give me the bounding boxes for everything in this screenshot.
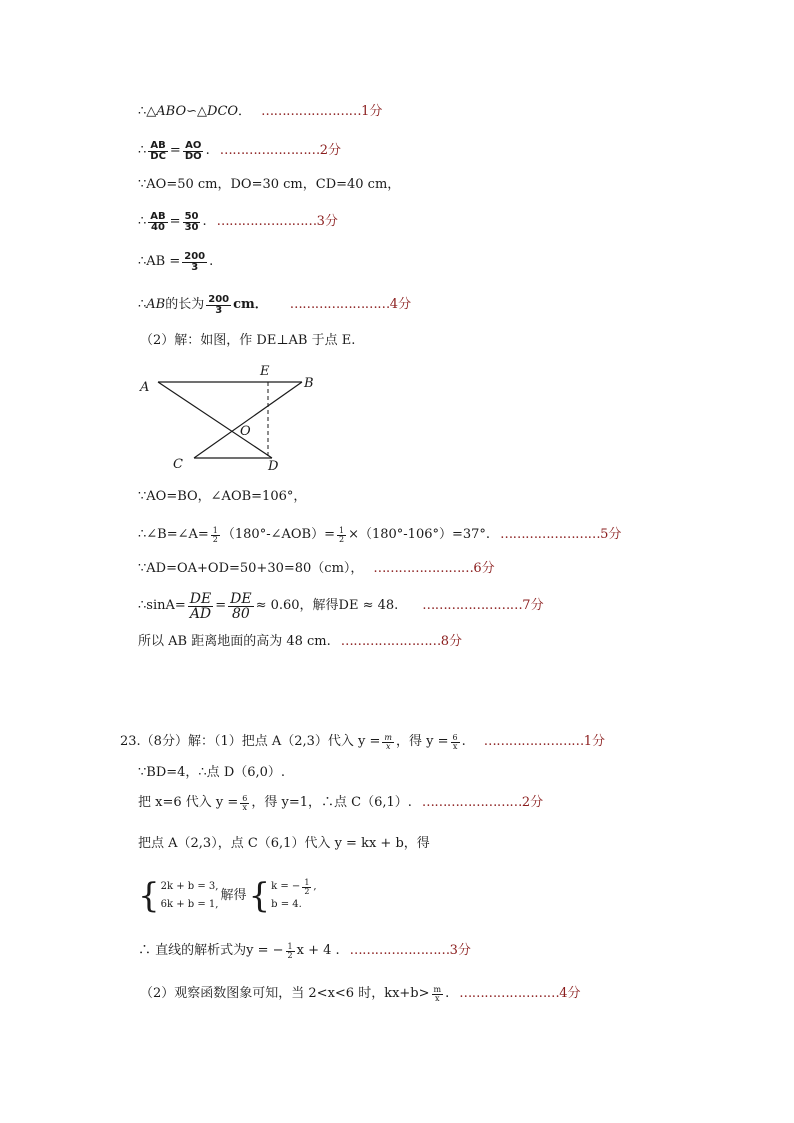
line-ratio: ∴ $\frac{AB}{DC}$ = $\frac{AO}{DO}$ . …………………… 2分 (138, 139, 342, 162)
line-given-lengths: ∵AO=50 cm，DO=30 cm，CD=40 cm， (138, 177, 401, 192)
point-label-e: E (260, 364, 270, 379)
system-left: { 2k + b = 3, 6k + b = 1, (138, 876, 219, 916)
score-mark: 1分 (583, 734, 606, 749)
line-substitute-points: 把点 A（2,3），点 C（6,1）代入 y = kx + b，得 (138, 836, 430, 851)
line-ab-value: ∴AB = $\frac{200}{3}$ . (138, 250, 214, 273)
point-label-c: C (173, 457, 183, 472)
point-label-a: A (140, 380, 150, 395)
line-point-d: ∵BD=4，∴点 D（6,0）. (138, 765, 286, 780)
line-part2-observe: （2）观察函数图象可知，当 2<x<6 时，kx+b> $\frac{m}{x}$ . …………………… 4分 (140, 980, 581, 1008)
segment-bc (194, 382, 302, 458)
line-isosceles: ∵AO=BO，∠AOB=106°， (138, 489, 307, 504)
leader-dots: …………………… (349, 943, 450, 958)
leader-dots: …………………… (500, 527, 601, 542)
leader-dots: …………………… (340, 634, 441, 649)
line-part2-intro: （2）解：如图，作 DE⊥AB 于点 E. (140, 333, 356, 348)
line-conclusion: 所以 AB 距离地面的高为 48 cm. …………………… 8分 (138, 630, 462, 654)
fraction: $\frac{1}{2}$ (338, 525, 345, 544)
geometry-diagram (130, 358, 330, 478)
score-mark: 1分 (361, 104, 383, 119)
fraction: $\frac{1}{2}$ (304, 877, 310, 896)
point-label-b: B (304, 376, 314, 391)
line-sine: ∴sinA= $\frac{DE}{AD}$ = $\frac{DE}{80}$ ≈ 0.60，解得DE ≈ 48. …………………… 7分 (138, 590, 544, 622)
system-right: { k = − $\frac{1}{2}$ , b = 4. (248, 876, 317, 916)
fraction: $\frac{AO}{DO}$ (184, 139, 202, 162)
fraction: $\frac{50}{30}$ (184, 210, 199, 233)
score-mark: 4分 (389, 297, 412, 312)
score-mark: 2分 (319, 143, 342, 158)
score-mark: 3分 (316, 214, 338, 229)
point-label-o: O (240, 424, 251, 439)
fraction: $\frac{AB}{DC}$ (150, 139, 166, 162)
segment-ad (158, 382, 272, 458)
line-linear-function: ∴ 直线的解析式为y = − $\frac{1}{2}$ x + 4 . …………………… 3分 (138, 935, 471, 967)
score-mark: 5分 (600, 527, 622, 542)
line-ad-length: ∵AD=OA+OD=50+30=80（cm）， …………………… 6分 (138, 557, 495, 581)
leader-dots: …………………… (421, 795, 522, 810)
leader-dots: …………………… (483, 734, 584, 749)
leader-dots: …………………… (422, 598, 523, 613)
fraction: $\frac{6}{x}$ (452, 732, 458, 751)
fraction: $\frac{1}{2}$ (212, 525, 218, 544)
score-mark: 8分 (440, 634, 463, 649)
score-mark: 2分 (521, 795, 544, 810)
equation-system: { 2k + b = 3, 6k + b = 1, 解得 { k = − $\frac{1}{2}$ , b = 4. (138, 876, 317, 916)
fraction: $\frac{6}{x}$ (242, 793, 248, 812)
score-mark: 7分 (522, 598, 544, 613)
leader-dots: …………………… (459, 986, 560, 1001)
fraction: $\frac{DE}{AD}$ (189, 590, 212, 622)
point-label-d: D (268, 459, 279, 474)
fraction: $\frac{DE}{80}$ (230, 590, 252, 622)
line-angle-b: ∴∠B=∠A= $\frac{1}{2}$ （180°-∠AOB）= $\frac{1}{2}$ ×（180°-106°）=37°. …………………… 5分 (138, 521, 621, 549)
leader-dots: …………………… (289, 297, 390, 312)
fraction: $\frac{1}{2}$ (287, 941, 293, 960)
line-q23-header: 23.（8分）解：（1）把点 A（2,3）代入 y = $\frac{m}{x}$ ，得 y = $\frac{6}{x}$ . …………………… 1分 (120, 726, 605, 758)
fraction: $\frac{m}{x}$ (433, 984, 442, 1003)
line-similar-triangles: ∴△ ABO ∽△ DCO ． …………………… 1分 (138, 100, 382, 124)
leader-dots: …………………… (261, 104, 362, 119)
line-ab-length: ∴ AB 的长为 $\frac{200}{3}$ cm． …………………… 4分 (138, 293, 412, 316)
leader-dots: …………………… (216, 214, 317, 229)
line-substitution: ∴ $\frac{AB}{40}$ = $\frac{50}{30}$ . …………………… 3分 (138, 210, 338, 233)
fraction: $\frac{200}{3}$ (184, 250, 206, 273)
leader-dots: …………………… (373, 561, 474, 576)
fraction: $\frac{200}{3}$ (208, 293, 230, 316)
leader-dots: …………………… (219, 143, 320, 158)
score-mark: 3分 (449, 943, 471, 958)
fraction: $\frac{m}{x}$ (384, 732, 393, 751)
fraction: $\frac{AB}{40}$ (150, 210, 166, 233)
line-point-c: 把 x=6 代入 y = $\frac{6}{x}$ ，得 y=1，∴点 C（6,1）. …………………… 2分 (138, 787, 543, 819)
score-mark: 6分 (473, 561, 495, 576)
score-mark: 4分 (559, 986, 581, 1001)
